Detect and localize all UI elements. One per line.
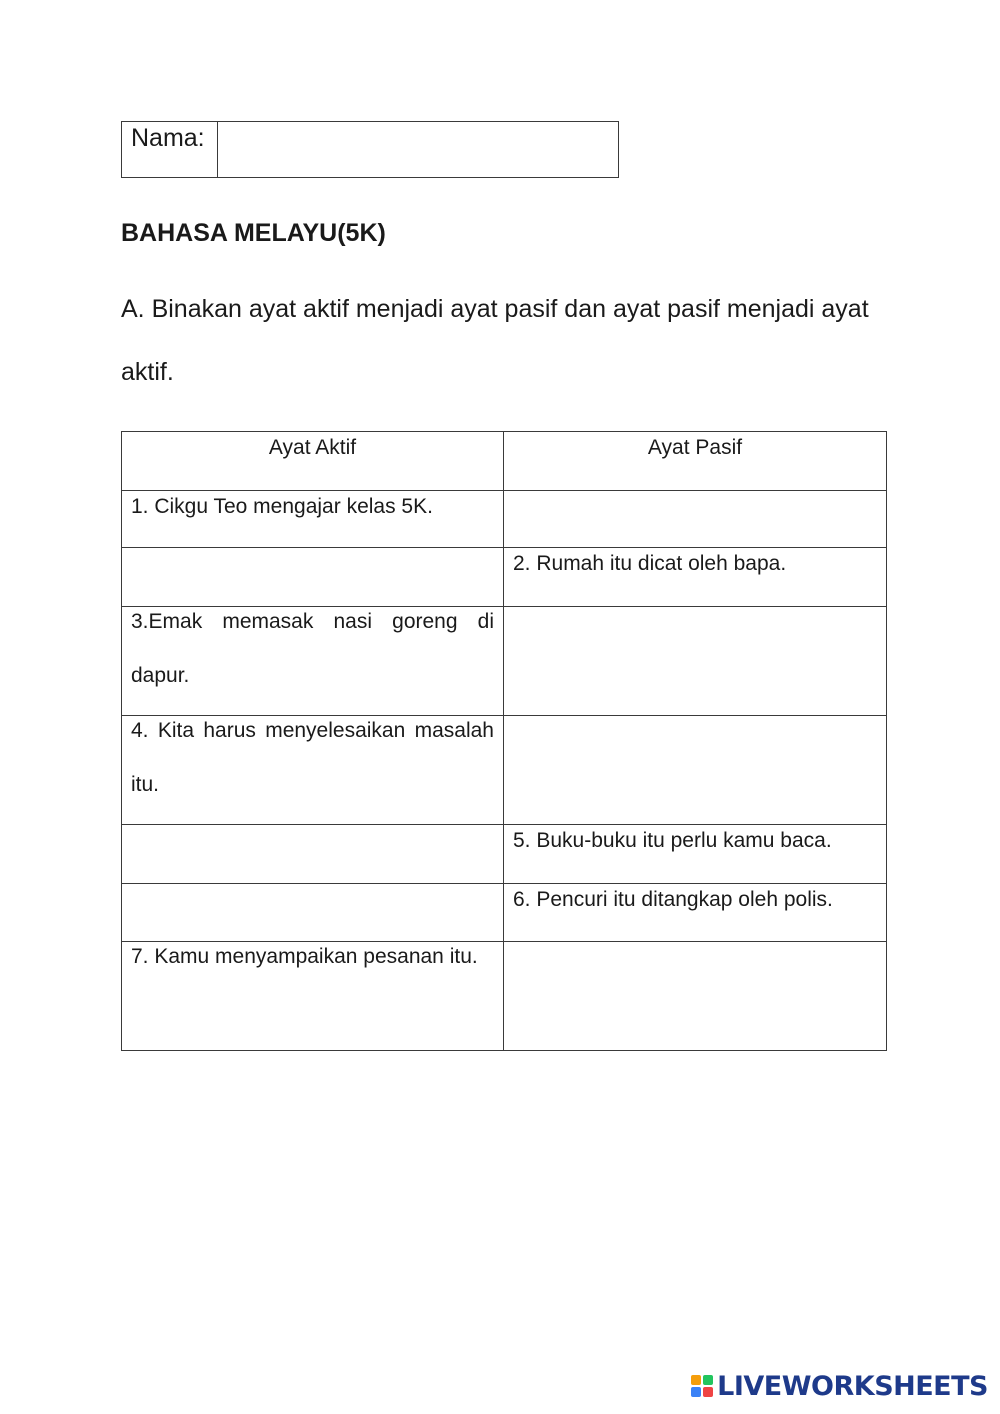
cell-aktif-7-text: 7. Kamu menyampaikan pesanan itu. — [131, 945, 478, 968]
answer-cell-pasif-4[interactable] — [504, 716, 887, 825]
header-ayat-aktif: Ayat Aktif — [122, 432, 504, 491]
mark-square — [703, 1387, 713, 1397]
cell-aktif-7 — [122, 942, 504, 1051]
cell-pasif-2: 2. Rumah itu dicat oleh bapa. — [504, 548, 887, 607]
liveworksheets-text: LIVEWORKSHEETS — [717, 1370, 988, 1402]
name-field-table — [121, 121, 619, 178]
ayat-table — [121, 431, 887, 1051]
mark-square — [703, 1375, 713, 1385]
cell-pasif-6: 6. Pencuri itu ditangkap oleh polis. — [504, 884, 887, 942]
cell-aktif-4-text: 4. Kita harus menyelesaikan masalah itu. — [131, 719, 494, 796]
liveworksheets-logo — [691, 1368, 988, 1404]
table-row — [122, 491, 887, 548]
cell-aktif-4 — [122, 716, 504, 825]
table-row — [122, 607, 887, 716]
answer-cell-aktif-5[interactable] — [122, 825, 504, 884]
table-row — [122, 716, 887, 825]
instruction-text: A. Binakan ayat aktif menjadi ayat pasif dan ayat pasif menjadi ayat aktif. — [121, 295, 869, 386]
cell-aktif-3-text: 3.Emak memasak nasi goreng di dapur. — [131, 610, 494, 687]
answer-cell-pasif-3[interactable] — [504, 607, 887, 716]
name-label: Nama: — [122, 122, 218, 178]
mark-square — [691, 1375, 701, 1385]
table-row — [122, 942, 887, 1051]
answer-cell-pasif-1[interactable] — [504, 491, 887, 548]
cell-aktif-1: 1. Cikgu Teo mengajar kelas 5K. — [122, 491, 504, 548]
answer-cell-pasif-7[interactable] — [504, 942, 887, 1051]
liveworksheets-mark-icon — [691, 1375, 713, 1397]
cell-aktif-3 — [122, 607, 504, 716]
cell-pasif-5: 5. Buku-buku itu perlu kamu baca. — [504, 825, 887, 884]
table-row — [122, 825, 887, 884]
mark-square — [691, 1387, 701, 1397]
subject-title: BAHASA MELAYU(5K) — [121, 219, 386, 247]
header-ayat-pasif: Ayat Pasif — [504, 432, 887, 491]
name-input-cell[interactable] — [218, 122, 619, 178]
